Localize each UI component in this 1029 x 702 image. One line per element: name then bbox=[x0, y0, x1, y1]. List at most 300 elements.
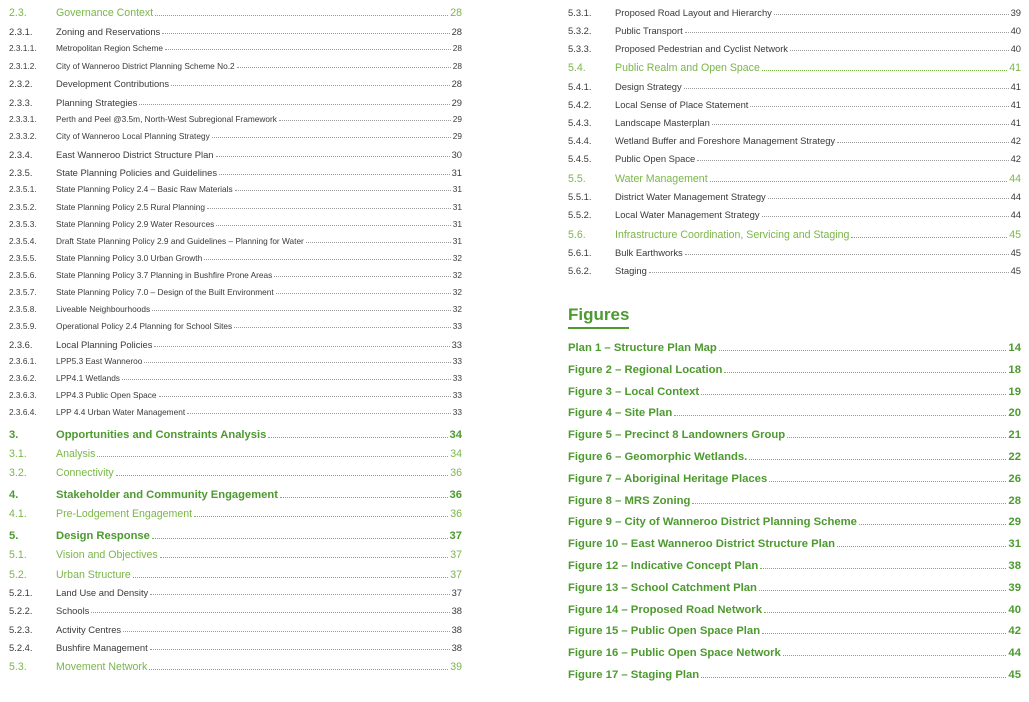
entry-title: Local Planning Policies bbox=[56, 339, 153, 350]
entry-number: 5.4. bbox=[568, 62, 586, 74]
toc-entry[interactable] bbox=[568, 81, 1021, 92]
page-number: 41 bbox=[1010, 99, 1021, 110]
entry-number: 2.3.3.1. bbox=[9, 114, 37, 124]
entry-number: 2.3.1. bbox=[9, 26, 33, 37]
figure-title: Figure 2 – Regional Location bbox=[568, 363, 723, 376]
dot-leader bbox=[719, 350, 1007, 351]
dot-leader bbox=[762, 70, 1007, 71]
page-number: 33 bbox=[452, 321, 462, 331]
entry-number: 2.3.5.5. bbox=[9, 253, 37, 263]
entry-title: State Planning Policy 2.5 Rural Planning bbox=[56, 202, 205, 212]
entry-title: Staging bbox=[615, 265, 647, 276]
dot-leader bbox=[674, 415, 1006, 416]
page-number: 31 bbox=[1008, 538, 1021, 551]
dot-leader bbox=[139, 104, 449, 105]
dot-leader bbox=[762, 633, 1006, 634]
toc-entry[interactable] bbox=[9, 219, 462, 229]
toc-entry[interactable] bbox=[9, 131, 462, 141]
entry-number: 5.4.5. bbox=[568, 153, 592, 164]
figure-entry[interactable] bbox=[568, 429, 1021, 441]
toc-entry[interactable] bbox=[9, 167, 462, 178]
figure-title: Figure 6 – Geomorphic Wetlands. bbox=[568, 451, 748, 463]
toc-entry[interactable] bbox=[9, 43, 462, 53]
figure-title: Figure 16 – Public Open Space Network bbox=[568, 647, 781, 660]
dot-leader bbox=[144, 362, 450, 363]
entry-title: Activity Centres bbox=[56, 624, 122, 635]
toc-entry[interactable] bbox=[568, 135, 1021, 146]
entry-title: LPP4.1 Wetlands bbox=[56, 373, 120, 383]
entry-number: 2.3.3. bbox=[9, 97, 33, 108]
toc-entry[interactable] bbox=[9, 26, 462, 37]
page-number: 29 bbox=[452, 114, 462, 124]
entry-number: 2.3.2. bbox=[9, 78, 33, 89]
entry-title: State Planning Policy 3.7 Planning in Bushfire Prone Areas bbox=[56, 270, 273, 280]
toc-entry[interactable] bbox=[9, 467, 462, 479]
entry-title: State Planning Policy 7.0 – Design of the Built Environment bbox=[56, 287, 274, 297]
entry-title: Water Management bbox=[615, 173, 708, 185]
dot-leader bbox=[279, 120, 451, 121]
toc-entry[interactable] bbox=[9, 149, 462, 160]
page-number: 33 bbox=[452, 356, 462, 366]
dot-leader bbox=[837, 546, 1006, 547]
figure-title: Plan 1 – Structure Plan Map bbox=[568, 342, 717, 354]
entry-title: City of Wanneroo Local Planning Strategy bbox=[56, 131, 210, 141]
dot-leader bbox=[837, 142, 1008, 143]
toc-entry[interactable] bbox=[568, 99, 1021, 110]
page-number: 41 bbox=[1010, 81, 1021, 92]
dot-leader bbox=[165, 49, 451, 50]
dot-leader bbox=[762, 216, 1009, 217]
toc-entry[interactable] bbox=[9, 530, 462, 542]
figure-entry[interactable] bbox=[568, 669, 1021, 681]
page-number: 33 bbox=[452, 390, 462, 400]
entry-number: 5.2.3. bbox=[9, 624, 33, 635]
dot-leader bbox=[122, 379, 451, 380]
page-number: 33 bbox=[452, 407, 462, 417]
toc-entry[interactable] bbox=[9, 448, 462, 460]
figure-title: Figure 9 – City of Wanneroo District Planning Scheme bbox=[568, 516, 857, 529]
dot-leader bbox=[216, 156, 450, 157]
entry-number: 2.3.1.2. bbox=[9, 61, 37, 71]
entry-number: 2.3.6.3. bbox=[9, 390, 37, 400]
entry-number: 4. bbox=[9, 489, 19, 501]
dot-leader bbox=[787, 437, 1006, 438]
page-number: 38 bbox=[451, 624, 462, 635]
page-number: 40 bbox=[1010, 43, 1021, 54]
page-number: 29 bbox=[452, 131, 462, 141]
dot-leader bbox=[194, 516, 448, 517]
toc-entry[interactable] bbox=[9, 661, 462, 673]
page-number: 31 bbox=[451, 167, 462, 178]
dot-leader bbox=[684, 88, 1009, 89]
entry-number: 5.3.3. bbox=[568, 43, 592, 54]
figure-entry[interactable] bbox=[568, 473, 1021, 485]
entry-number: 2.3.5.1. bbox=[9, 184, 37, 194]
page-number: 45 bbox=[1010, 247, 1021, 258]
toc-entry[interactable] bbox=[9, 97, 462, 108]
dot-leader bbox=[212, 137, 451, 138]
page-number: 28 bbox=[452, 43, 462, 53]
page-number: 29 bbox=[1008, 516, 1021, 529]
entry-title: Connectivity bbox=[56, 467, 114, 479]
entry-title: Zoning and Reservations bbox=[56, 26, 161, 37]
dot-leader bbox=[133, 577, 448, 578]
entry-number: 2.3.5.2. bbox=[9, 202, 37, 212]
page-number: 40 bbox=[1010, 25, 1021, 36]
toc-entry[interactable] bbox=[568, 7, 1021, 18]
toc-entry[interactable] bbox=[568, 247, 1021, 258]
dot-leader bbox=[160, 557, 449, 558]
entry-title: Operational Policy 2.4 Planning for School Sites bbox=[56, 321, 233, 331]
page-number: 28 bbox=[451, 26, 462, 37]
page-number: 37 bbox=[449, 530, 462, 542]
toc-entry[interactable] bbox=[9, 236, 462, 246]
dot-leader bbox=[149, 669, 448, 670]
toc-entry[interactable] bbox=[9, 587, 462, 598]
page-number: 37 bbox=[450, 549, 462, 561]
dot-leader bbox=[152, 310, 451, 311]
toc-entry[interactable] bbox=[9, 61, 462, 71]
entry-title: Bulk Earthworks bbox=[615, 247, 683, 258]
page-number: 22 bbox=[1008, 451, 1021, 463]
toc-entry[interactable] bbox=[9, 605, 462, 616]
entry-title: Proposed Road Layout and Hierarchy bbox=[615, 7, 772, 18]
entry-title: LPP 4.4 Urban Water Management bbox=[56, 407, 186, 417]
dot-leader bbox=[774, 14, 1009, 15]
toc-entry[interactable] bbox=[9, 270, 462, 280]
dot-leader bbox=[701, 677, 1006, 678]
dot-leader bbox=[274, 276, 450, 277]
page-number: 39 bbox=[1010, 7, 1021, 18]
dot-leader bbox=[204, 259, 451, 260]
entry-title: Vision and Objectives bbox=[56, 549, 158, 561]
toc-entry[interactable] bbox=[9, 429, 462, 441]
page-number: 44 bbox=[1009, 173, 1021, 185]
page-number: 18 bbox=[1008, 363, 1021, 376]
toc-entry[interactable] bbox=[9, 304, 462, 314]
page-number: 44 bbox=[1010, 209, 1021, 220]
dot-leader bbox=[769, 481, 1006, 482]
figure-title: Figure 10 – East Wanneroo District Structure Plan bbox=[568, 538, 836, 551]
dot-leader bbox=[162, 33, 449, 34]
entry-number: 5.4.3. bbox=[568, 117, 592, 128]
entry-number: 2.3. bbox=[9, 7, 27, 19]
entry-number: 3.2. bbox=[9, 467, 27, 479]
entry-title: District Water Management Strategy bbox=[615, 191, 766, 202]
dot-leader bbox=[116, 475, 449, 476]
toc-entry[interactable] bbox=[9, 373, 462, 383]
entry-title: Metropolitan Region Scheme bbox=[56, 43, 163, 53]
entry-title: Local Water Management Strategy bbox=[615, 209, 760, 220]
entry-title: Draft State Planning Policy 2.9 and Guidelines – Planning for Water bbox=[56, 236, 304, 246]
entry-title: LPP4.3 Public Open Space bbox=[56, 390, 157, 400]
toc-entry[interactable] bbox=[568, 229, 1021, 241]
dot-leader bbox=[280, 497, 448, 498]
figure-entry[interactable] bbox=[568, 364, 1021, 376]
dot-leader bbox=[685, 254, 1009, 255]
entry-number: 2.3.4. bbox=[9, 149, 33, 160]
page-number: 33 bbox=[452, 373, 462, 383]
entry-title: Landscape Masterplan bbox=[615, 117, 710, 128]
entry-number: 4.1. bbox=[9, 508, 27, 520]
toc-entry[interactable] bbox=[9, 508, 462, 520]
toc-entry[interactable] bbox=[9, 321, 462, 331]
page-number: 34 bbox=[450, 448, 462, 460]
entry-number: 5.5.1. bbox=[568, 191, 592, 202]
entry-number: 5.6.1. bbox=[568, 247, 592, 258]
toc-entry[interactable] bbox=[9, 253, 462, 263]
entry-number: 2.3.5.6. bbox=[9, 270, 37, 280]
figure-entry[interactable] bbox=[568, 560, 1021, 572]
entry-number: 5.4.1. bbox=[568, 81, 592, 92]
toc-entry[interactable] bbox=[9, 202, 462, 212]
dot-leader bbox=[207, 208, 451, 209]
figure-title: Figure 17 – Staging Plan bbox=[568, 669, 700, 681]
page-number: 20 bbox=[1008, 407, 1021, 420]
entry-number: 5.3.2. bbox=[568, 25, 592, 36]
page-number: 36 bbox=[450, 467, 462, 479]
page-number: 37 bbox=[450, 569, 462, 581]
entry-number: 5.2.4. bbox=[9, 642, 33, 653]
toc-entry[interactable] bbox=[568, 117, 1021, 128]
dot-leader bbox=[187, 413, 451, 414]
entry-number: 2.3.5. bbox=[9, 167, 33, 178]
dot-leader bbox=[276, 293, 451, 294]
entry-number: 2.3.5.3. bbox=[9, 219, 37, 229]
dot-leader bbox=[152, 538, 448, 539]
page-number: 30 bbox=[451, 149, 462, 160]
entry-number: 2.3.5.9. bbox=[9, 321, 37, 331]
toc-entry[interactable] bbox=[9, 339, 462, 350]
entry-number: 5.6. bbox=[568, 229, 586, 241]
dot-leader bbox=[759, 590, 1006, 591]
entry-title: Stakeholder and Community Engagement bbox=[56, 489, 278, 501]
entry-number: 5.4.4. bbox=[568, 135, 592, 146]
toc-entry[interactable] bbox=[9, 356, 462, 366]
page-number: 38 bbox=[451, 605, 462, 616]
figure-entry[interactable] bbox=[568, 582, 1021, 594]
figure-title: Figure 14 – Proposed Road Network bbox=[568, 603, 762, 616]
page-number: 29 bbox=[451, 97, 462, 108]
figure-title: Figure 7 – Aboriginal Heritage Places bbox=[568, 472, 768, 485]
page-number: 41 bbox=[1010, 117, 1021, 128]
page-number: 41 bbox=[1009, 62, 1021, 74]
figure-entry[interactable] bbox=[568, 604, 1021, 616]
dot-leader bbox=[649, 272, 1009, 273]
entry-title: State Planning Policy 2.9 Water Resources bbox=[56, 219, 215, 229]
dot-leader bbox=[155, 15, 448, 16]
page-number: 14 bbox=[1008, 342, 1021, 354]
entry-number: 5.2.1. bbox=[9, 587, 33, 598]
entry-number: 2.3.6.1. bbox=[9, 356, 37, 366]
entry-number: 5.5. bbox=[568, 173, 586, 185]
entry-title: City of Wanneroo District Planning Scheme No.2 bbox=[56, 61, 235, 71]
dot-leader bbox=[783, 655, 1007, 656]
figure-title: Figure 4 – Site Plan bbox=[568, 407, 673, 420]
dot-leader bbox=[268, 437, 447, 438]
entry-title: Proposed Pedestrian and Cyclist Network bbox=[615, 43, 788, 54]
page-number: 31 bbox=[452, 184, 462, 194]
toc-entry[interactable] bbox=[568, 173, 1021, 185]
entry-number: 2.3.1.1. bbox=[9, 43, 37, 53]
entry-title: LPP5.3 East Wanneroo bbox=[56, 356, 143, 366]
toc-entry[interactable] bbox=[568, 209, 1021, 220]
page-number: 32 bbox=[452, 287, 462, 297]
toc-entry[interactable] bbox=[568, 62, 1021, 74]
entry-number: 5.4.2. bbox=[568, 99, 592, 110]
toc-entry[interactable] bbox=[9, 569, 462, 581]
figure-title: Figure 5 – Precinct 8 Landowners Group bbox=[568, 429, 786, 442]
figure-entry[interactable] bbox=[568, 407, 1021, 419]
toc-entry[interactable] bbox=[568, 153, 1021, 164]
toc-entry[interactable] bbox=[9, 390, 462, 400]
entry-number: 2.3.5.8. bbox=[9, 304, 37, 314]
page-number: 39 bbox=[1008, 581, 1021, 594]
entry-number: 5. bbox=[9, 530, 19, 542]
toc-entry[interactable] bbox=[9, 489, 462, 501]
entry-number: 2.3.5.7. bbox=[9, 287, 37, 297]
entry-title: East Wanneroo District Structure Plan bbox=[56, 149, 214, 160]
figure-title: Figure 8 – MRS Zoning bbox=[568, 494, 691, 507]
dot-leader bbox=[235, 190, 451, 191]
page-number: 32 bbox=[452, 253, 462, 263]
page-number: 38 bbox=[451, 642, 462, 653]
dot-leader bbox=[692, 503, 1006, 504]
figure-entry[interactable] bbox=[568, 516, 1021, 528]
figure-entry[interactable] bbox=[568, 495, 1021, 507]
dot-leader bbox=[237, 67, 451, 68]
dot-leader bbox=[234, 327, 451, 328]
figure-entry[interactable] bbox=[568, 538, 1021, 550]
page-number: 31 bbox=[452, 219, 462, 229]
figure-title: Figure 3 – Local Context bbox=[568, 385, 700, 398]
dot-leader bbox=[171, 85, 449, 86]
dot-leader bbox=[159, 396, 451, 397]
entry-title: Opportunities and Constraints Analysis bbox=[56, 429, 267, 441]
entry-number: 2.3.5.4. bbox=[9, 236, 37, 246]
dot-leader bbox=[685, 32, 1009, 33]
toc-entry[interactable] bbox=[9, 7, 462, 19]
dot-leader bbox=[724, 372, 1006, 373]
entry-title: Public Open Space bbox=[615, 153, 696, 164]
page-number: 40 bbox=[1008, 603, 1021, 616]
page-number: 42 bbox=[1010, 135, 1021, 146]
dot-leader bbox=[306, 242, 451, 243]
figure-title: Figure 15 – Public Open Space Plan bbox=[568, 625, 761, 638]
dot-leader bbox=[790, 50, 1009, 51]
page-number: 33 bbox=[451, 339, 462, 350]
page-number: 39 bbox=[450, 661, 462, 673]
page-number: 44 bbox=[1010, 191, 1021, 202]
entry-number: 5.2.2. bbox=[9, 605, 33, 616]
entry-title: Urban Structure bbox=[56, 569, 131, 581]
figure-entry[interactable] bbox=[568, 451, 1021, 463]
figure-entry[interactable] bbox=[568, 625, 1021, 637]
page-number: 32 bbox=[452, 304, 462, 314]
page-number: 28 bbox=[452, 61, 462, 71]
page-number: 21 bbox=[1008, 429, 1021, 442]
entry-title: Schools bbox=[56, 605, 90, 616]
toc-entry[interactable] bbox=[9, 114, 462, 124]
toc-entry[interactable] bbox=[9, 624, 462, 635]
page-number: 31 bbox=[452, 236, 462, 246]
entry-title: Development Contributions bbox=[56, 78, 170, 89]
figure-title: Figure 13 – School Catchment Plan bbox=[568, 581, 757, 594]
dot-leader bbox=[91, 612, 449, 613]
toc-entry[interactable] bbox=[9, 287, 462, 297]
page-number: 32 bbox=[452, 270, 462, 280]
dot-leader bbox=[750, 106, 1008, 107]
dot-leader bbox=[97, 456, 448, 457]
figure-entry[interactable] bbox=[568, 342, 1021, 354]
page-number: 37 bbox=[451, 587, 462, 598]
entry-title: Land Use and Density bbox=[56, 587, 149, 598]
toc-entry[interactable] bbox=[9, 549, 462, 561]
entry-title: Governance Context bbox=[56, 7, 154, 19]
figure-entry[interactable] bbox=[568, 386, 1021, 398]
page-number: 26 bbox=[1008, 472, 1021, 485]
entry-number: 5.6.2. bbox=[568, 265, 592, 276]
toc-entry[interactable] bbox=[568, 191, 1021, 202]
toc-entry[interactable] bbox=[568, 25, 1021, 36]
dot-leader bbox=[219, 174, 450, 175]
page-number: 45 bbox=[1009, 229, 1021, 241]
dot-leader bbox=[123, 631, 449, 632]
entry-title: Movement Network bbox=[56, 661, 148, 673]
dot-leader bbox=[710, 181, 1008, 182]
page-number: 42 bbox=[1010, 153, 1021, 164]
page-number: 42 bbox=[1008, 625, 1021, 638]
page-number: 31 bbox=[452, 202, 462, 212]
figures-heading: Figures bbox=[568, 305, 629, 329]
entry-title: Pre-Lodgement Engagement bbox=[56, 508, 193, 520]
toc-entry[interactable] bbox=[9, 78, 462, 89]
entry-title: Wetland Buffer and Foreshore Management Strategy bbox=[615, 135, 836, 146]
entry-title: Perth and Peel @3.5m, North-West Subregional Framework bbox=[56, 114, 277, 124]
entry-title: State Planning Policy 2.4 – Basic Raw Materials bbox=[56, 184, 233, 194]
toc-entry[interactable] bbox=[9, 642, 462, 653]
figure-title: Figure 12 – Indicative Concept Plan bbox=[568, 560, 759, 572]
dot-leader bbox=[701, 394, 1006, 395]
toc-entry[interactable] bbox=[568, 265, 1021, 276]
entry-number: 5.3.1. bbox=[568, 7, 592, 18]
entry-number: 3. bbox=[9, 429, 19, 441]
entry-title: Planning Strategies bbox=[56, 97, 138, 108]
entry-number: 2.3.6.4. bbox=[9, 407, 37, 417]
toc-entry[interactable] bbox=[568, 43, 1021, 54]
entry-title: Infrastructure Coordination, Servicing and Staging bbox=[615, 229, 850, 241]
page-number: 34 bbox=[449, 429, 462, 441]
page-number: 19 bbox=[1008, 385, 1021, 398]
page-number: 36 bbox=[449, 489, 462, 501]
dot-leader bbox=[150, 594, 449, 595]
dot-leader bbox=[859, 524, 1006, 525]
entry-number: 5.5.2. bbox=[568, 209, 592, 220]
page-number: 45 bbox=[1008, 669, 1021, 681]
dot-leader bbox=[764, 612, 1006, 613]
entry-number: 2.3.6. bbox=[9, 339, 33, 350]
entry-number: 5.3. bbox=[9, 661, 27, 673]
page-number: 44 bbox=[1008, 647, 1021, 660]
toc-entry[interactable] bbox=[9, 407, 462, 417]
toc-entry[interactable] bbox=[9, 184, 462, 194]
page-number: 28 bbox=[451, 78, 462, 89]
entry-title: Public Transport bbox=[615, 25, 683, 36]
dot-leader bbox=[712, 124, 1009, 125]
entry-title: Design Strategy bbox=[615, 81, 682, 92]
entry-number: 3.1. bbox=[9, 448, 27, 460]
figure-entry[interactable] bbox=[568, 647, 1021, 659]
